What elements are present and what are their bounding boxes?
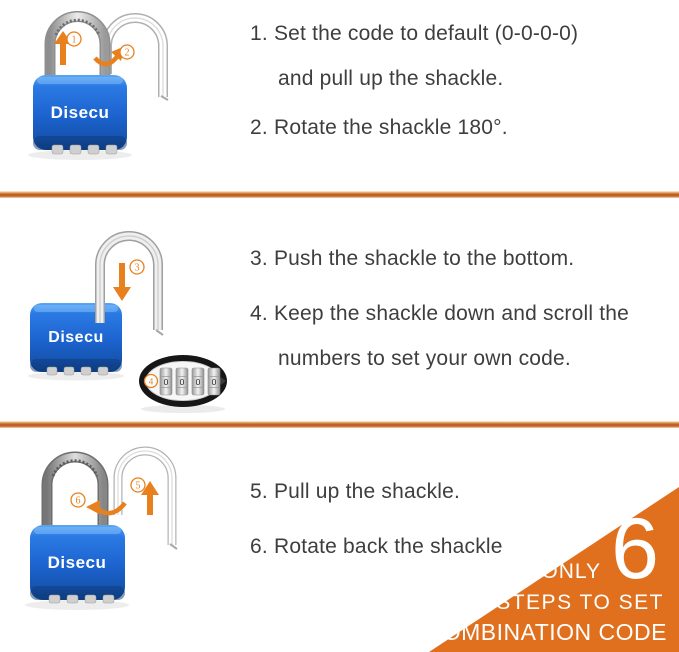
svg-text:0: 0 bbox=[195, 377, 201, 387]
svg-text:0: 0 bbox=[179, 377, 185, 387]
svg-text:5: 5 bbox=[135, 480, 141, 492]
svg-text:3: 3 bbox=[134, 262, 140, 274]
svg-text:6: 6 bbox=[75, 495, 81, 507]
dial-wheel-3 bbox=[192, 368, 204, 395]
svg-text:0: 0 bbox=[211, 377, 217, 387]
padlock-body bbox=[28, 303, 124, 381]
badge-combination-label: COMBINATION CODE bbox=[425, 619, 667, 645]
step-marker-6 bbox=[71, 493, 85, 507]
svg-text:1: 1 bbox=[71, 34, 77, 46]
step-marker-4 bbox=[145, 375, 158, 388]
push-down-arrow-icon bbox=[113, 263, 131, 301]
step-marker-2 bbox=[120, 45, 134, 59]
step-3-text: 3. Push the shackle to the bottom. bbox=[250, 247, 575, 270]
dial-wheel-4 bbox=[208, 368, 220, 395]
step-marker-1 bbox=[67, 32, 81, 46]
svg-text:4: 4 bbox=[148, 376, 154, 387]
section-divider-1 bbox=[0, 191, 679, 198]
step-marker-5 bbox=[131, 478, 145, 492]
badge-steps-label: STEPS TO SET bbox=[496, 591, 664, 614]
shackle-icon bbox=[47, 457, 103, 527]
badge-count-label: 6 bbox=[611, 501, 659, 597]
brand-logo: Disecu bbox=[48, 329, 104, 346]
brand-logo: Disecu bbox=[47, 553, 107, 572]
dial-wheel-2 bbox=[176, 368, 188, 395]
svg-text:2: 2 bbox=[124, 47, 130, 59]
section-divider-2 bbox=[0, 421, 679, 428]
dial-pad bbox=[139, 355, 227, 413]
dial-wheel-1 bbox=[160, 368, 172, 395]
step-5-text: 5. Pull up the shackle. bbox=[250, 480, 461, 503]
padlock-body bbox=[25, 525, 129, 610]
step-2-text: 2. Rotate the shackle 180°. bbox=[250, 116, 508, 139]
padlock-illustration-steps-5-6 bbox=[15, 445, 210, 620]
padlock-body bbox=[28, 75, 132, 160]
svg-text:0: 0 bbox=[163, 377, 169, 387]
shackle-icon bbox=[50, 17, 105, 83]
step-6-text: 6. Rotate back the shackle bbox=[250, 535, 503, 558]
step-4-text-line-2: numbers to set your own code. bbox=[278, 347, 571, 370]
step-4-text-line-1: 4. Keep the shackle down and scroll the bbox=[250, 302, 630, 325]
badge-only-label: ONLY bbox=[541, 560, 601, 583]
step-marker-3 bbox=[130, 260, 144, 274]
step-1-text-line-2: and pull up the shackle. bbox=[278, 67, 504, 90]
padlock-illustration-steps-1-2 bbox=[15, 2, 200, 172]
step-1-text-line-1: 1. Set the code to default (0-0-0-0) bbox=[250, 22, 579, 45]
brand-logo: Disecu bbox=[50, 103, 110, 122]
padlock-illustration-steps-3-4 bbox=[15, 225, 245, 420]
